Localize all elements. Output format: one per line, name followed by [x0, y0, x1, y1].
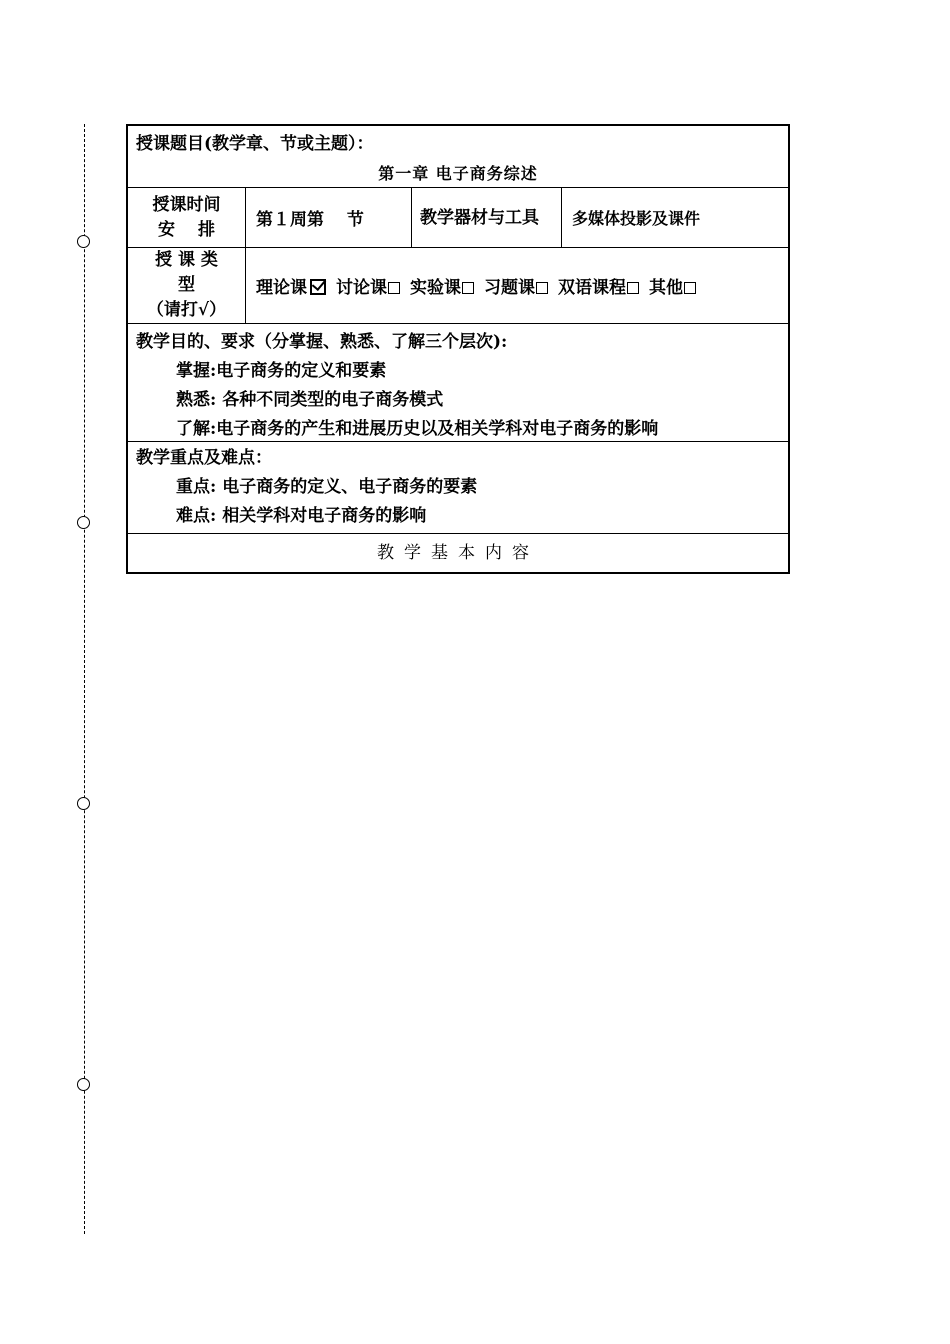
binding-dashed-line: [84, 124, 85, 1234]
content-heading: 教学基本内容: [377, 543, 539, 563]
option-theory[interactable]: 理论课: [256, 273, 326, 298]
course-type-label-line2: 型: [178, 275, 195, 295]
checkbox-icon[interactable]: [684, 282, 696, 294]
objective-master: 掌握:电子商务的定义和要素: [176, 361, 387, 381]
topic-row: [128, 126, 788, 188]
schedule-label: [128, 188, 246, 247]
course-type-options: [246, 248, 788, 323]
course-type-row: [128, 248, 788, 324]
option-exercise[interactable]: 习题课: [484, 273, 548, 298]
objectives-row: [128, 324, 788, 442]
checkbox-icon[interactable]: [462, 282, 474, 294]
topic-label: 授课题目(教学章、节或主题）：: [136, 134, 374, 154]
course-type-label-line1: 授 课 类: [155, 250, 218, 270]
schedule-label-line2: 安 排: [158, 219, 215, 240]
option-discussion[interactable]: 讨论课: [336, 273, 400, 298]
binding-hole: [77, 235, 90, 248]
binding-hole: [77, 1078, 90, 1091]
week-value: 第１周第 节: [246, 188, 412, 247]
objective-understand: 了解:电子商务的产生和进展历史以及相关学科对电子商务的影响: [176, 419, 659, 439]
checked-box-icon[interactable]: [310, 279, 326, 295]
key-focus: 重点: 电子商务的定义、电子商务的要素: [176, 477, 478, 497]
option-other[interactable]: 其他: [649, 273, 696, 298]
course-type-label-line3: （请打√）: [146, 300, 227, 320]
course-type-label: [128, 248, 246, 323]
equipment-value: 多媒体投影及课件: [572, 209, 701, 228]
option-bilingual[interactable]: 双语课程: [558, 273, 639, 298]
equipment-label: 教学器材与工具: [412, 188, 562, 247]
checkbox-icon[interactable]: [388, 282, 400, 294]
key-points-row: [128, 442, 788, 534]
key-points-heading: 教学重点及难点：: [136, 448, 272, 468]
checkbox-icon[interactable]: [536, 282, 548, 294]
objectives-heading: 教学目的、要求（分掌握、熟悉、了解三个层次):: [136, 332, 508, 352]
schedule-row: [128, 188, 788, 248]
schedule-label-line1: 授课时间: [152, 194, 221, 215]
checkbox-icon[interactable]: [627, 282, 639, 294]
binding-hole: [77, 516, 90, 529]
chapter-title: 第一章 电子商务综述: [378, 164, 538, 183]
key-difficulty: 难点: 相关学科对电子商务的影响: [176, 506, 427, 526]
option-lab[interactable]: 实验课: [410, 273, 474, 298]
lesson-plan-table: [126, 124, 790, 574]
objective-familiar: 熟悉: 各种不同类型的电子商务模式: [176, 390, 444, 410]
binding-hole: [77, 797, 90, 810]
